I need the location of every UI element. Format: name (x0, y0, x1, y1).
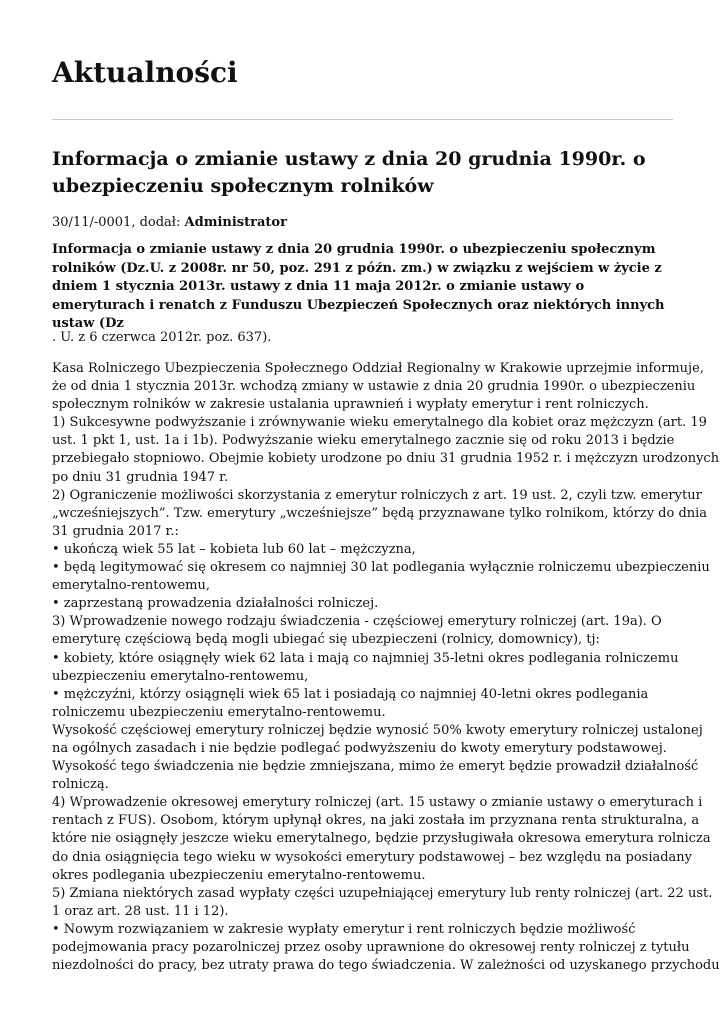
article-date: 30/11/-0001, dodał: (52, 215, 185, 230)
body-line: okres podlegania ubezpieczeniu emerytalno-rentowemu. (52, 867, 426, 883)
article-title: Informacja o zmianie ustawy z dnia 20 grudnia 1990r. o ubezpieczeniu społecznym rolników (52, 148, 646, 197)
body-line: przebiegało stopniowo. Obejmie kobiety urodzone po dniu 31 grudnia 1952 r. i mężczyzn urodzonych (52, 451, 720, 467)
body-line: 5) Zmiana niektórych zasad wypłaty części uzupełniającej emerytury lub renty rolniczej (art. 22 ust. (52, 885, 713, 901)
article-lead: Informacja o zmianie ustawy z dnia 20 grudnia 1990r. o ubezpieczeniu społecznym rolników (Dz.U. z 2008r. nr 50, poz. 291 z późn. zm.) w związku z wejściem w życie z dniem 1 stycznia 2013r. ustawy z dnia 11 maja 2012r. o zmianie ustawy o emeryturach i renatch z Funduszu Ubezpieczeń Społecznych oraz niektórych innych ustaw (Dz (52, 242, 665, 331)
body-line: • mężczyźni, którzy osiągnęli wiek 65 lat i posiadają co najmniej 40-letni okres podlegania (52, 686, 649, 702)
page-title: Aktualności (52, 56, 238, 89)
body-line: ust. 1 pkt 1, ust. 1a i 1b). Podwyższanie wieku emerytalnego zacznie się od roku 2013 i będzie (52, 433, 675, 449)
body-line: niezdolności do pracy, bez utraty prawa do tego świadczenia. W zależności od uzyskanego przychodu (52, 958, 720, 974)
body-line: Wysokość tego świadczenia nie będzie zmniejszana, mimo że emeryt będzie prowadził działalność (52, 759, 699, 775)
body-line: do dnia osiągnięcia tego wieku w wysokości emerytury podstawowej – bez względu na posiadany (52, 849, 693, 865)
body-line: które nie osiągnęły jeszcze wieku emerytalnego, będzie przysługiwała okresowa emerytura rolnicza (52, 831, 711, 847)
article-author: Administrator (184, 215, 287, 230)
body-line: na ogólnych zasadach i nie będzie podlegać podwyższeniu do kwoty emerytury podstawowej. (52, 740, 667, 756)
body-line: że od dnia 1 stycznia 2013r. wchodzą zmiany w ustawie z dnia 20 grudnia 1990r. o ubezpieczeniu (52, 379, 696, 395)
body-line: emeryturę częściową będą mogli ubiegać się ubezpieczeni (rolnicy, domownicy), tj: (52, 632, 600, 648)
body-line: rolniczą. (52, 777, 109, 793)
body-line: 4) Wprowadzenie okresowej emerytury rolniczej (art. 15 ustawy o zmianie ustawy o emeryturach i (52, 795, 703, 811)
article-meta (52, 214, 287, 232)
body-line: rolniczemu ubezpieczeniu emerytalno-rentowemu. (52, 704, 386, 720)
body-line: ubezpieczeniu emerytalno-rentowemu, (52, 668, 309, 684)
body-line: Kasa Rolniczego Ubezpieczenia Społecznego Oddział Regionalny w Krakowie uprzejmie informuje, (52, 361, 704, 376)
body-line: społecznym rolników w zakresie ustalania uprawnień i wypłaty emerytur i rent rolniczych. (52, 397, 649, 413)
body-line: • zaprzestaną prowadzenia działalności rolniczej. (52, 596, 379, 612)
body-line: • będą legitymować się okresem co najmniej 30 lat podlegania wyłącznie rolniczemu ubezpieczeniu (52, 560, 710, 576)
body-line: po dniu 31 grudnia 1947 r. (52, 469, 229, 485)
body-line: 1 oraz art. 28 ust. 11 i 12). (52, 903, 229, 919)
body-line: 31 grudnia 2017 r.: (52, 523, 179, 539)
body-line: • kobiety, które osiągnęły wiek 62 lata i mają co najmniej 35-letni okres podlegania rolniczemu (52, 650, 679, 666)
article-lead-continuation: . U. z 6 czerwca 2012r. poz. 637). (52, 330, 272, 345)
header-divider (52, 119, 673, 120)
body-line: „wcześniejszych”. Tzw. emerytury „wcześniejsze” będą przyznawane tylko rolnikom, którzy do dnia (52, 505, 708, 521)
body-line: 1) Sukcesywne podwyższanie i zrównywanie wieku emerytalnego dla kobiet oraz mężczyzn (art. 19 (52, 415, 707, 431)
body-line: podejmowania pracy pozarolniczej przez osoby uprawnione do okresowej renty rolniczej z tytułu (52, 940, 690, 955)
body-line: 3) Wprowadzenie nowego rodzaju świadczenia - częściowej emerytury rolniczej (art. 19a). O (52, 614, 662, 630)
body-line: 2) Ograniczenie możliwości skorzystania z emerytur rolniczych z art. 19 ust. 2, czyli tzw. emerytur (52, 487, 702, 503)
body-line: emerytalno-rentowemu, (52, 578, 210, 594)
body-line: • ukończą wiek 55 lat – kobieta lub 60 lat – mężczyzna, (52, 541, 416, 557)
article-body (52, 360, 720, 975)
body-line: Wysokość częściowej emerytury rolniczej będzie wynosić 50% kwoty emerytury rolniczej ustalonej (52, 722, 703, 738)
body-line: rentach z FUS). Osobom, którym upłynął okres, na jaki została im przyznana renta strukturalna, a (52, 813, 700, 829)
body-line: • Nowym rozwiązaniem w zakresie wypłaty emerytur i rent rolniczych będzie możliwość (52, 921, 636, 937)
